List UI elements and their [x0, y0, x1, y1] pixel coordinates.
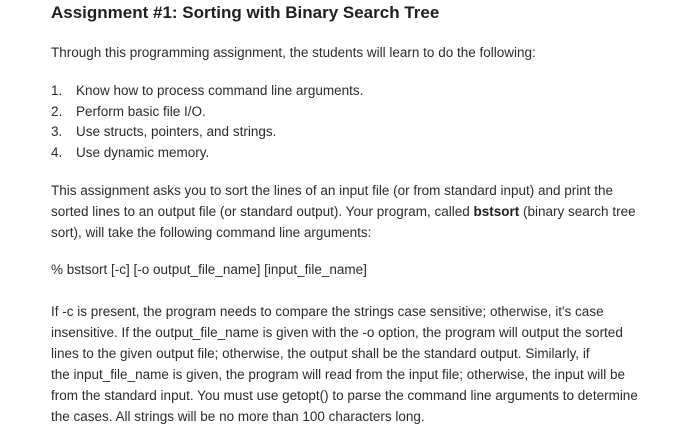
list-item-text: Use dynamic memory.	[76, 144, 210, 160]
list-item-number: 2.	[51, 103, 63, 119]
list-item-number: 3.	[51, 124, 63, 139]
details-paragraph	[51, 301, 638, 427]
list-item	[51, 81, 363, 102]
description-text: sorted lines to an output file (or standard output). Your program, called	[51, 204, 474, 219]
description-line: This assignment asks you to sort the lines of an input file (or from standard input) and print the	[51, 183, 614, 198]
list-item	[51, 102, 363, 123]
list-item-text: Use structs, pointers, and strings.	[76, 124, 277, 139]
page-title: Assignment #1: Sorting with Binary Search Tree	[51, 3, 440, 22]
details-line: If -c is present, the program needs to compare the strings case sensitive; otherwise, it's case	[51, 304, 604, 319]
details-line: insensitive. If the output_file_name is given with the -o option, the program will output the sorted	[51, 325, 623, 340]
description-line: sort), will take the following command line arguments:	[51, 225, 372, 240]
list-item-number: 1.	[51, 83, 63, 98]
list-item-text: Know how to process command line arguments.	[76, 83, 364, 98]
details-line: the input_file_name is given, the program will read from the input file; otherwise, the input will be	[51, 367, 626, 382]
intro-paragraph: Through this programming assignment, the students will learn to do the following:	[51, 45, 536, 60]
command-usage: % bstsort [-c] [-o output_file_name] [input_file_name]	[51, 262, 367, 277]
program-name: bstsort	[473, 204, 520, 219]
list-item-number: 4.	[51, 144, 63, 160]
list-item	[51, 122, 363, 143]
objectives-list	[51, 81, 363, 163]
list-item	[51, 143, 363, 164]
description-text: (binary search tree	[519, 204, 636, 219]
description-line	[51, 201, 636, 222]
details-line: lines to the given output file; otherwise, the output shall be the standard output. Similarly, if	[51, 346, 590, 361]
details-line: from the standard input. You must use getopt() to parse the command line arguments to determine	[51, 388, 638, 403]
list-item-text: Perform basic file I/O.	[76, 103, 206, 119]
details-line: the cases. All strings will be no more than 100 characters long.	[51, 409, 425, 424]
description-paragraph	[51, 180, 636, 243]
